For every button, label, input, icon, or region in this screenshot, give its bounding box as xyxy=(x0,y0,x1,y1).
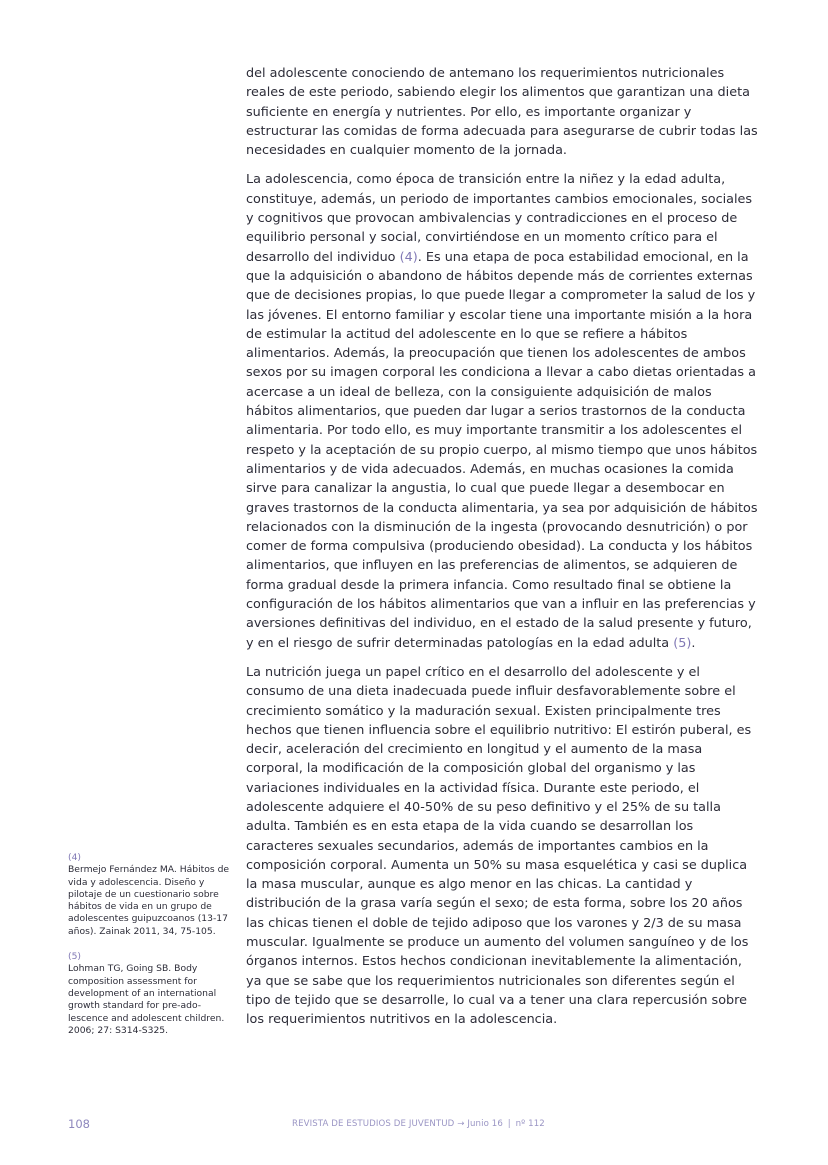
footnote-text: Lohman TG, Going SB. Body composition assessment for development of an international growth standard for pre-ado- lescence and adolescent children. 2006; 27: S314-S325. xyxy=(68,963,225,1036)
issue-number: nº 112 xyxy=(515,1119,545,1129)
journal-name: REVISTA DE ESTUDIOS DE JUVENTUD xyxy=(292,1119,455,1129)
footnote-4 xyxy=(68,852,232,938)
issue-date: Junio 16 xyxy=(467,1119,503,1129)
article-body xyxy=(246,64,760,1040)
footnote-number: (4) xyxy=(68,852,82,863)
citation-ref-4[interactable]: (4) xyxy=(399,249,418,265)
separator: | xyxy=(507,1119,511,1129)
paragraph-2-text-a: La adolescencia, como época de transición entre la niñez y la edad adulta, constituye, además, un periodo de importantes cambios emocionales, sociales y cognitivos que provocan ambivalencias y contradicciones en el proceso de equilibrio personal y social, convirtiéndose en un momento crítico para el desarrollo del individuo xyxy=(246,172,753,265)
footnote-5 xyxy=(68,951,232,1037)
arrow-icon: → xyxy=(457,1119,465,1129)
footnote-number: (5) xyxy=(68,951,82,963)
page-number: 108 xyxy=(68,1117,90,1131)
footnote-text: Bermejo Fernández MA. Hábitos de vida y adolescencia. Diseño y pilotaje de un cuestionario sobre hábitos de vida en un grupo de adolescentes guipuzcoanos (13-17 años). Zainak 2011, 34, 75-105. xyxy=(68,864,230,937)
paragraph-2-text-c: . xyxy=(691,635,696,651)
paragraph-2 xyxy=(246,170,760,652)
paragraph-1: del adolescente conociendo de antemano los requerimientos nutricionales reales de este periodo, sabiendo elegir los alimentos que garantizan una dieta suficiente en energía y nutrientes. Por ello, es importante organizar y estructurar las comidas de forma adecuada para asegurarse de cubrir todas las necesidades en cualquier momento de la jornada. xyxy=(246,66,758,159)
paragraph-2-text-b: . Es una etapa de poca estabilidad emocional, en la que la adquisición o abandono de hábitos depende más de corrientes externas que de decisiones propias, lo que puede llegar a comprometer la salud de los y las jóvenes. El entorno familiar y escolar tiene una importante misión a la hora de estimular la actitud del adolescente en lo que se refiere a hábitos alimentarios. Además, la preocupación que tienen los adolescentes de ambos sexos por su imagen corporal les condiciona a llevar a cabo dietas orientadas a acercase a un ideal de belleza, con la consiguiente adquisición de malos hábitos alimentarios, que pueden dar lugar a serios trastornos de la conducta alimentaria. Por todo ello, es muy importante transmitir a los adolescentes el respeto y la aceptación de su propio cuerpo, al mismo tiempo que unos hábitos alimentarios y de vida adecuados. Además, en muchas ocasiones la comida sirve para canalizar la angustia, lo cual que puede llegar a desembocar en graves trastornos de la conducta alimentaria, ya sea por adquisición de hábitos relacionados con la disminución de la ingesta (provocando desnutrición) o por comer de forma compulsiva (produciendo obesidad). La conducta y los hábitos alimentarios, que influyen en las preferencias de alimentos, se adquieren de forma gradual desde la primera infancia. Como resultado final se obtiene la configuración de los hábitos alimentarios que van a influir en las preferencias y aversiones definitivas del individuo, en el estado de la salud presente y futuro, y en el riesgo de sufrir determinadas patologías en la edad adulta xyxy=(246,249,758,651)
running-footer xyxy=(292,1119,545,1129)
footnotes xyxy=(68,852,232,1050)
paragraph-3: La nutrición juega un papel crítico en el desarrollo del adolescente y el consumo de una dieta inadecuada puede influir desfavorablemente sobre el crecimiento somático y la maduración sexual. Existen principalmente tres hechos que tienen influencia sobre el equilibrio nutritivo: El estirón puberal, es decir, aceleración del crecimiento en longitud y el aumento de la masa corporal, la modificación de la composición global del organismo y las variaciones individuales en la actividad física. Durante este periodo, el adolescente adquiere el 40-50% de su peso definitivo y el 25% de su talla adulta. También es en esta etapa de la vida cuando se desarrollan los caracteres sexuales secundarios, además de importantes cambios en la composición corporal. Aumenta un 50% su masa esquelética y casi se duplica la masa muscular, aunque es algo menor en las chicas. La cantidad y distribución de la grasa varía según el sexo; de esta forma, sobre los 20 años las chicas tienen el doble de tejido adiposo que los varones y 2/3 de su masa muscular. Igualmente se produce un aumento del volumen sanguíneo y de los órganos internos. Estos hechos condicionan inevitablemente la alimentación, ya que se sabe que los requerimientos nutricionales son diferentes según el tipo de tejido que se desarrolle, lo cual va a tener una clara repercusión sobre los requerimientos nutritivos en la adolescencia. xyxy=(246,664,752,1028)
citation-ref-5[interactable]: (5) xyxy=(673,635,692,651)
